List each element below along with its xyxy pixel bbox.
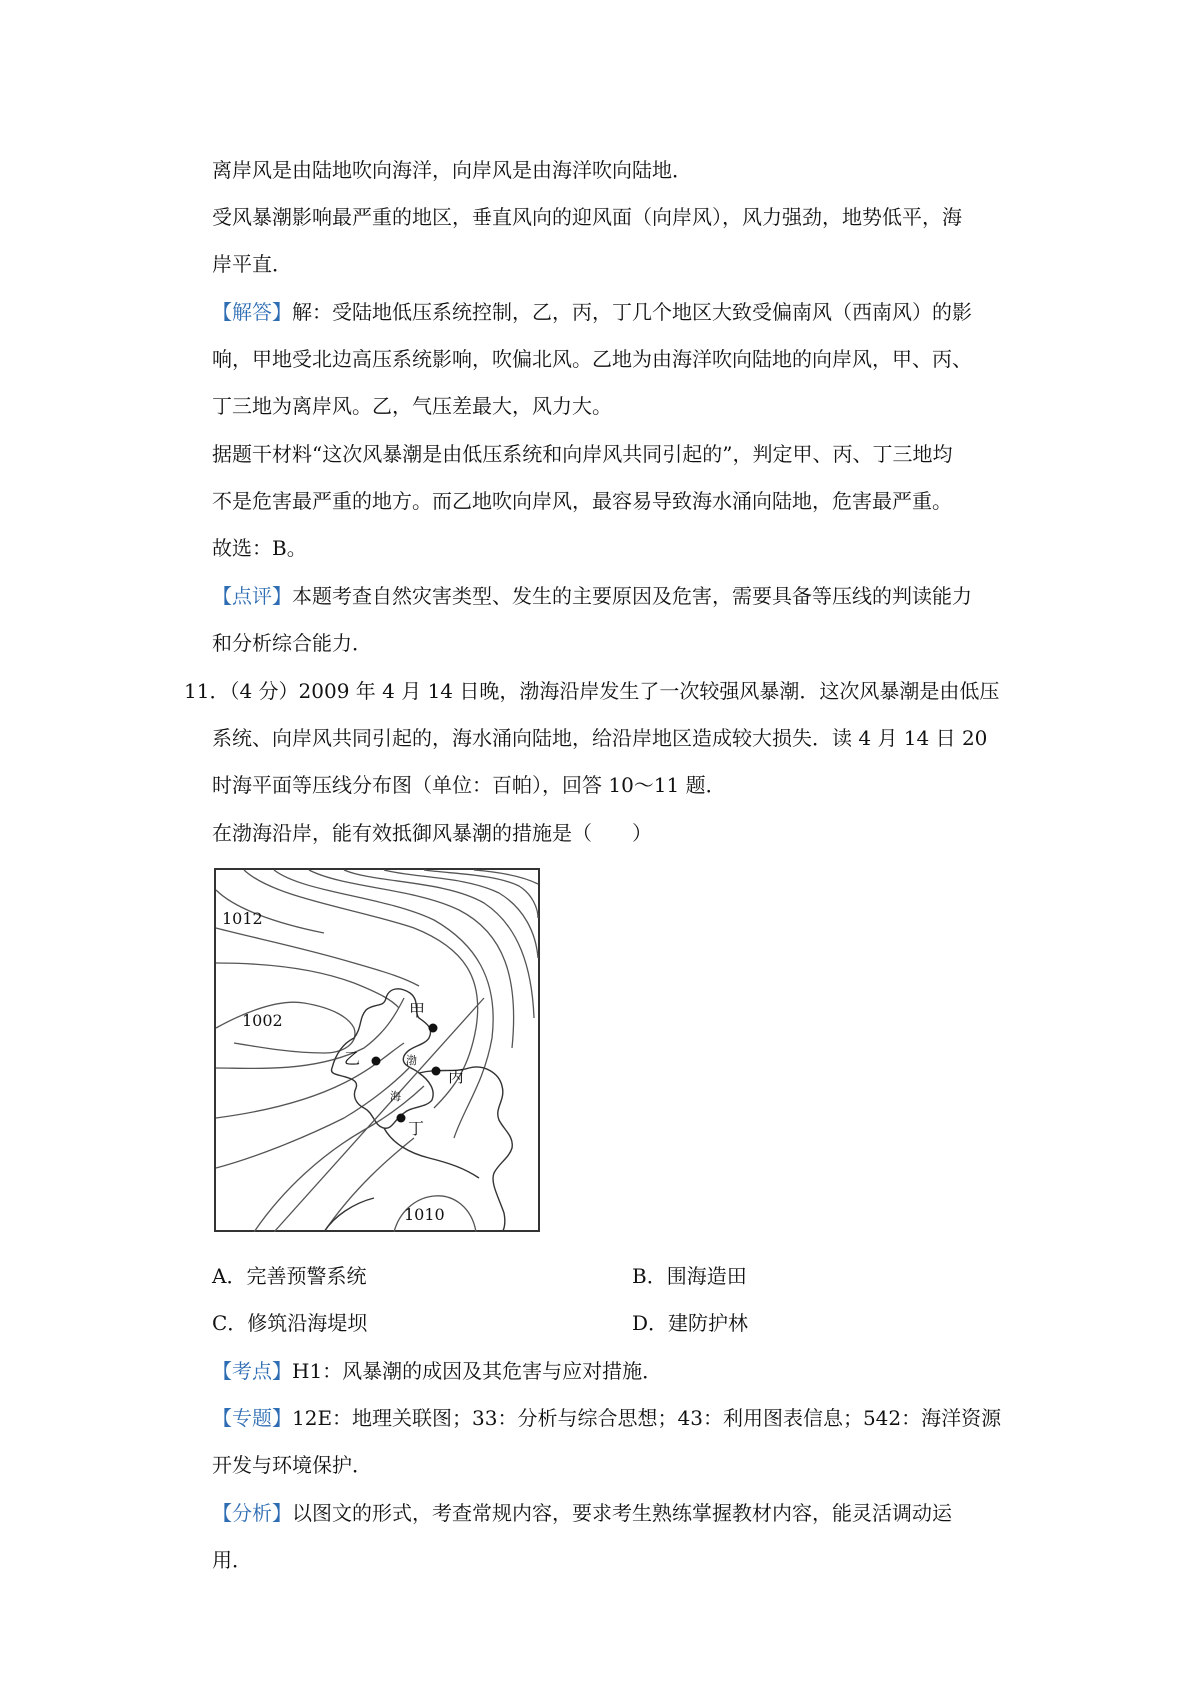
option-d[interactable]: D．建防护林 — [632, 1311, 749, 1335]
text-line: 响，甲地受北边高压系统影响，吹偏北风。乙地为由海洋吹向陆地的向岸风，甲、丙、 — [212, 347, 972, 371]
isobar-label-1012: 1012 — [222, 909, 263, 928]
text-line: 系统、向岸风共同引起的，海水涌向陆地，给沿岸地区造成较大损失．读 4 月 14 日 20 — [212, 726, 988, 750]
point-ding — [397, 1114, 406, 1123]
sea-label-hai: 海 — [390, 1090, 401, 1103]
place-label-jia: 甲 — [409, 1001, 426, 1020]
text-line: 离岸风是由陆地吹向海洋，向岸风是由海洋吹向陆地． — [212, 158, 692, 182]
point-yi — [372, 1057, 381, 1066]
place-label-ding: 丁 — [408, 1119, 425, 1138]
place-label-bing: 丙 — [448, 1067, 465, 1086]
map-frame — [215, 869, 539, 1231]
text-line: 丁三地为离岸风。乙，气压差最大，风力大。 — [212, 394, 612, 418]
point-bing — [432, 1067, 441, 1076]
bracket-close: 】 — [272, 300, 292, 324]
question-line: 11．（4 分）2009 年 4 月 14 日晚，渤海沿岸发生了一次较强风暴潮．这次风暴潮是由低压 — [184, 679, 1000, 703]
topic-line: 【专题】12E：地理关联图；33：分析与综合思想；43：利用图表信息；542：海洋资源 — [212, 1406, 1002, 1430]
key-point-tag: 考点 — [232, 1359, 272, 1383]
text-line: 据题干材料“这次风暴潮是由低压系统和向岸风共同引起的”，判定甲、丙、丁三地均 — [212, 442, 953, 466]
option-b[interactable]: B．围海造田 — [632, 1264, 747, 1288]
bracket-open: 【 — [212, 300, 232, 324]
analysis-line: 【分析】以图文的形式，考查常规内容，要求考生熟练掌握教材内容，能灵活调动运 — [212, 1501, 952, 1525]
isobar-map — [214, 868, 540, 1232]
text-line: 用． — [212, 1548, 252, 1572]
text-line: 不是危害最严重的地方。而乙地吹向岸风，最容易导致海水涌向陆地，危害最严重。 — [212, 489, 952, 513]
answer-tag: 解答 — [232, 300, 272, 324]
question-prompt: 在渤海沿岸，能有效抵御风暴潮的措施是（ ） — [212, 821, 652, 845]
text-line: 时海平面等压线分布图（单位：百帕），回答 10～11 题． — [212, 773, 726, 797]
text-line: 故选：B。 — [212, 536, 307, 560]
isobar-label-1002: 1002 — [242, 1011, 283, 1030]
analysis-tag: 分析 — [232, 1501, 272, 1525]
key-point-line: 【考点】H1：风暴潮的成因及其危害与应对措施． — [212, 1359, 663, 1383]
place-label-yi: 乙 — [344, 1049, 361, 1068]
option-a[interactable]: A．完善预警系统 — [212, 1264, 367, 1288]
isobar-label-1010: 1010 — [404, 1205, 445, 1224]
sea-label-bo: 渤 — [406, 1054, 417, 1067]
comment-line: 【点评】本题考查自然灾害类型、发生的主要原因及危害，需要具备等压线的判读能力 — [212, 584, 972, 608]
topic-tag: 专题 — [232, 1406, 272, 1430]
text-line: 受风暴潮影响最严重的地区，垂直风向的迎风面（向岸风），风力强劲，地势低平，海 — [212, 205, 962, 229]
text-line: 开发与环境保护． — [212, 1453, 372, 1477]
comment-tag: 点评 — [232, 584, 272, 608]
point-jia — [429, 1024, 438, 1033]
text-line: 和分析综合能力． — [212, 631, 372, 655]
option-c[interactable]: C．修筑沿海堤坝 — [212, 1311, 368, 1335]
answer-line: 【解答】解：受陆地低压系统控制，乙，丙，丁几个地区大致受偏南风（西南风）的影 — [212, 300, 972, 324]
text-line: 岸平直． — [212, 252, 292, 276]
